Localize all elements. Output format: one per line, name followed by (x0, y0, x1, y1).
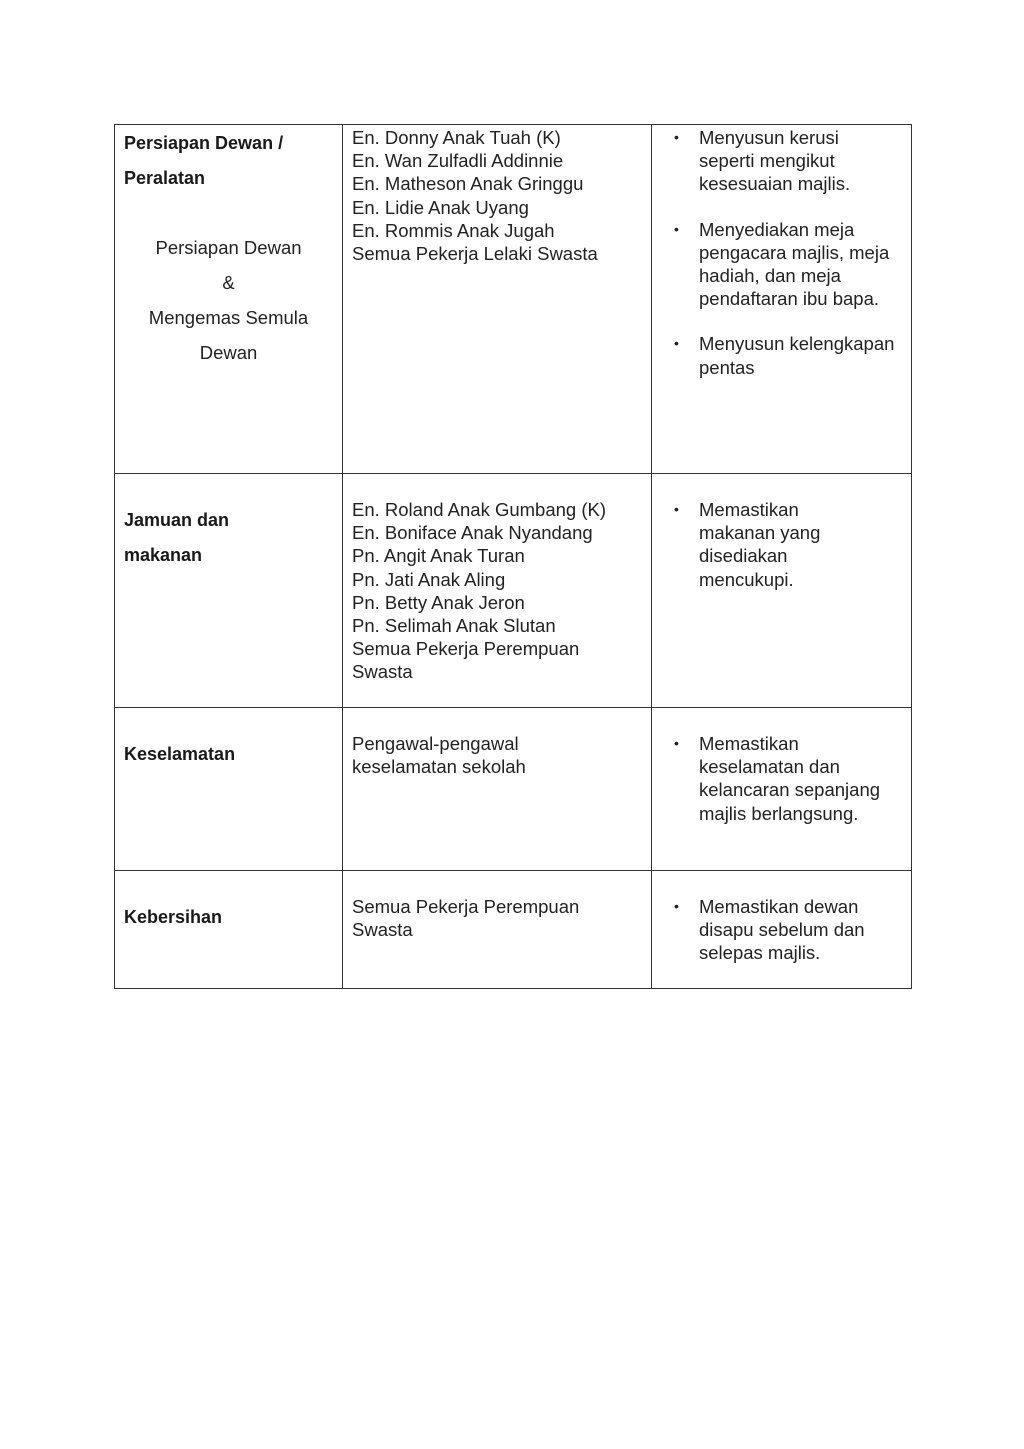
task-cell (115, 871, 343, 989)
list-item: • Menyediakan meja pengacara majlis, meja hadiah, dan meja pendaftaran ibu bapa. (674, 218, 890, 310)
table-row (115, 125, 912, 474)
bullet-icon: • (674, 335, 679, 352)
table-row (115, 474, 912, 708)
bullet-icon: • (674, 129, 679, 145)
member-name: En. Wan Zulfadli Addinnie (352, 150, 564, 172)
member-name: Pn. Jati Anak Aling (352, 568, 506, 590)
member-name: En. Rommis Anak Jugah (352, 219, 555, 241)
duties-cell (652, 708, 912, 871)
task-cell (115, 474, 343, 708)
member-name: Semua Pekerja Perempuan Swasta (352, 896, 580, 941)
member-name: En. Matheson Anak Gringgu (352, 173, 584, 195)
list-item: • Menyusun kerusi seperti mengikut kesesuaian majlis. (674, 127, 851, 195)
member-name: En. Boniface Anak Nyandang (352, 522, 593, 544)
member-name: Pengawal-pengawal keselamatan sekolah (352, 733, 526, 778)
committee-duty-table (114, 124, 912, 989)
duty-list (662, 895, 893, 965)
members-cell (343, 474, 652, 708)
task-subtitle: Persiapan Dewan & Mengemas Semula Dewan (148, 237, 309, 363)
duties-cell (652, 125, 912, 474)
bullet-icon: • (674, 220, 679, 237)
task-title: Jamuan dan makanan (124, 510, 230, 565)
table-row (115, 708, 912, 871)
list-item: • Memastikan dewan disapu sebelum dan selepas majlis. (674, 896, 865, 964)
bullet-icon: • (674, 898, 679, 914)
members-cell (343, 708, 652, 871)
duty-list (662, 126, 899, 379)
member-name: Pn. Betty Anak Jeron (352, 591, 525, 613)
member-name: Pn. Selimah Anak Slutan (352, 615, 556, 637)
member-name: Semua Pekerja Perempuan Swasta (352, 638, 580, 683)
duty-list (662, 732, 881, 825)
task-title: Keselamatan (124, 744, 236, 764)
list-item: • Memastikan keselamatan dan kelancaran sepanjang majlis berlangsung. (674, 733, 881, 824)
task-cell (115, 708, 343, 871)
duty-list (662, 498, 851, 591)
duties-cell (652, 474, 912, 708)
bullet-icon: • (674, 735, 679, 751)
member-name: Pn. Angit Anak Turan (352, 545, 525, 567)
list-item: • Memastikan makanan yang disediakan mencukupi. (674, 499, 821, 590)
list-item: • Menyusun kelengkapan pentas (674, 333, 895, 378)
member-name: En. Roland Anak Gumbang (K) (352, 499, 607, 520)
member-name: En. Donny Anak Tuah (K) (352, 127, 561, 148)
member-name: Semua Pekerja Lelaki Swasta (352, 243, 598, 265)
members-cell (343, 871, 652, 989)
bullet-icon: • (674, 501, 679, 517)
member-name: En. Lidie Anak Uyang (352, 196, 529, 218)
task-title: Kebersihan (124, 907, 223, 927)
members-cell (343, 125, 652, 474)
task-cell (115, 125, 343, 474)
task-title: Persiapan Dewan / Peralatan (124, 133, 284, 188)
duties-cell (652, 871, 912, 989)
table-row (115, 871, 912, 989)
